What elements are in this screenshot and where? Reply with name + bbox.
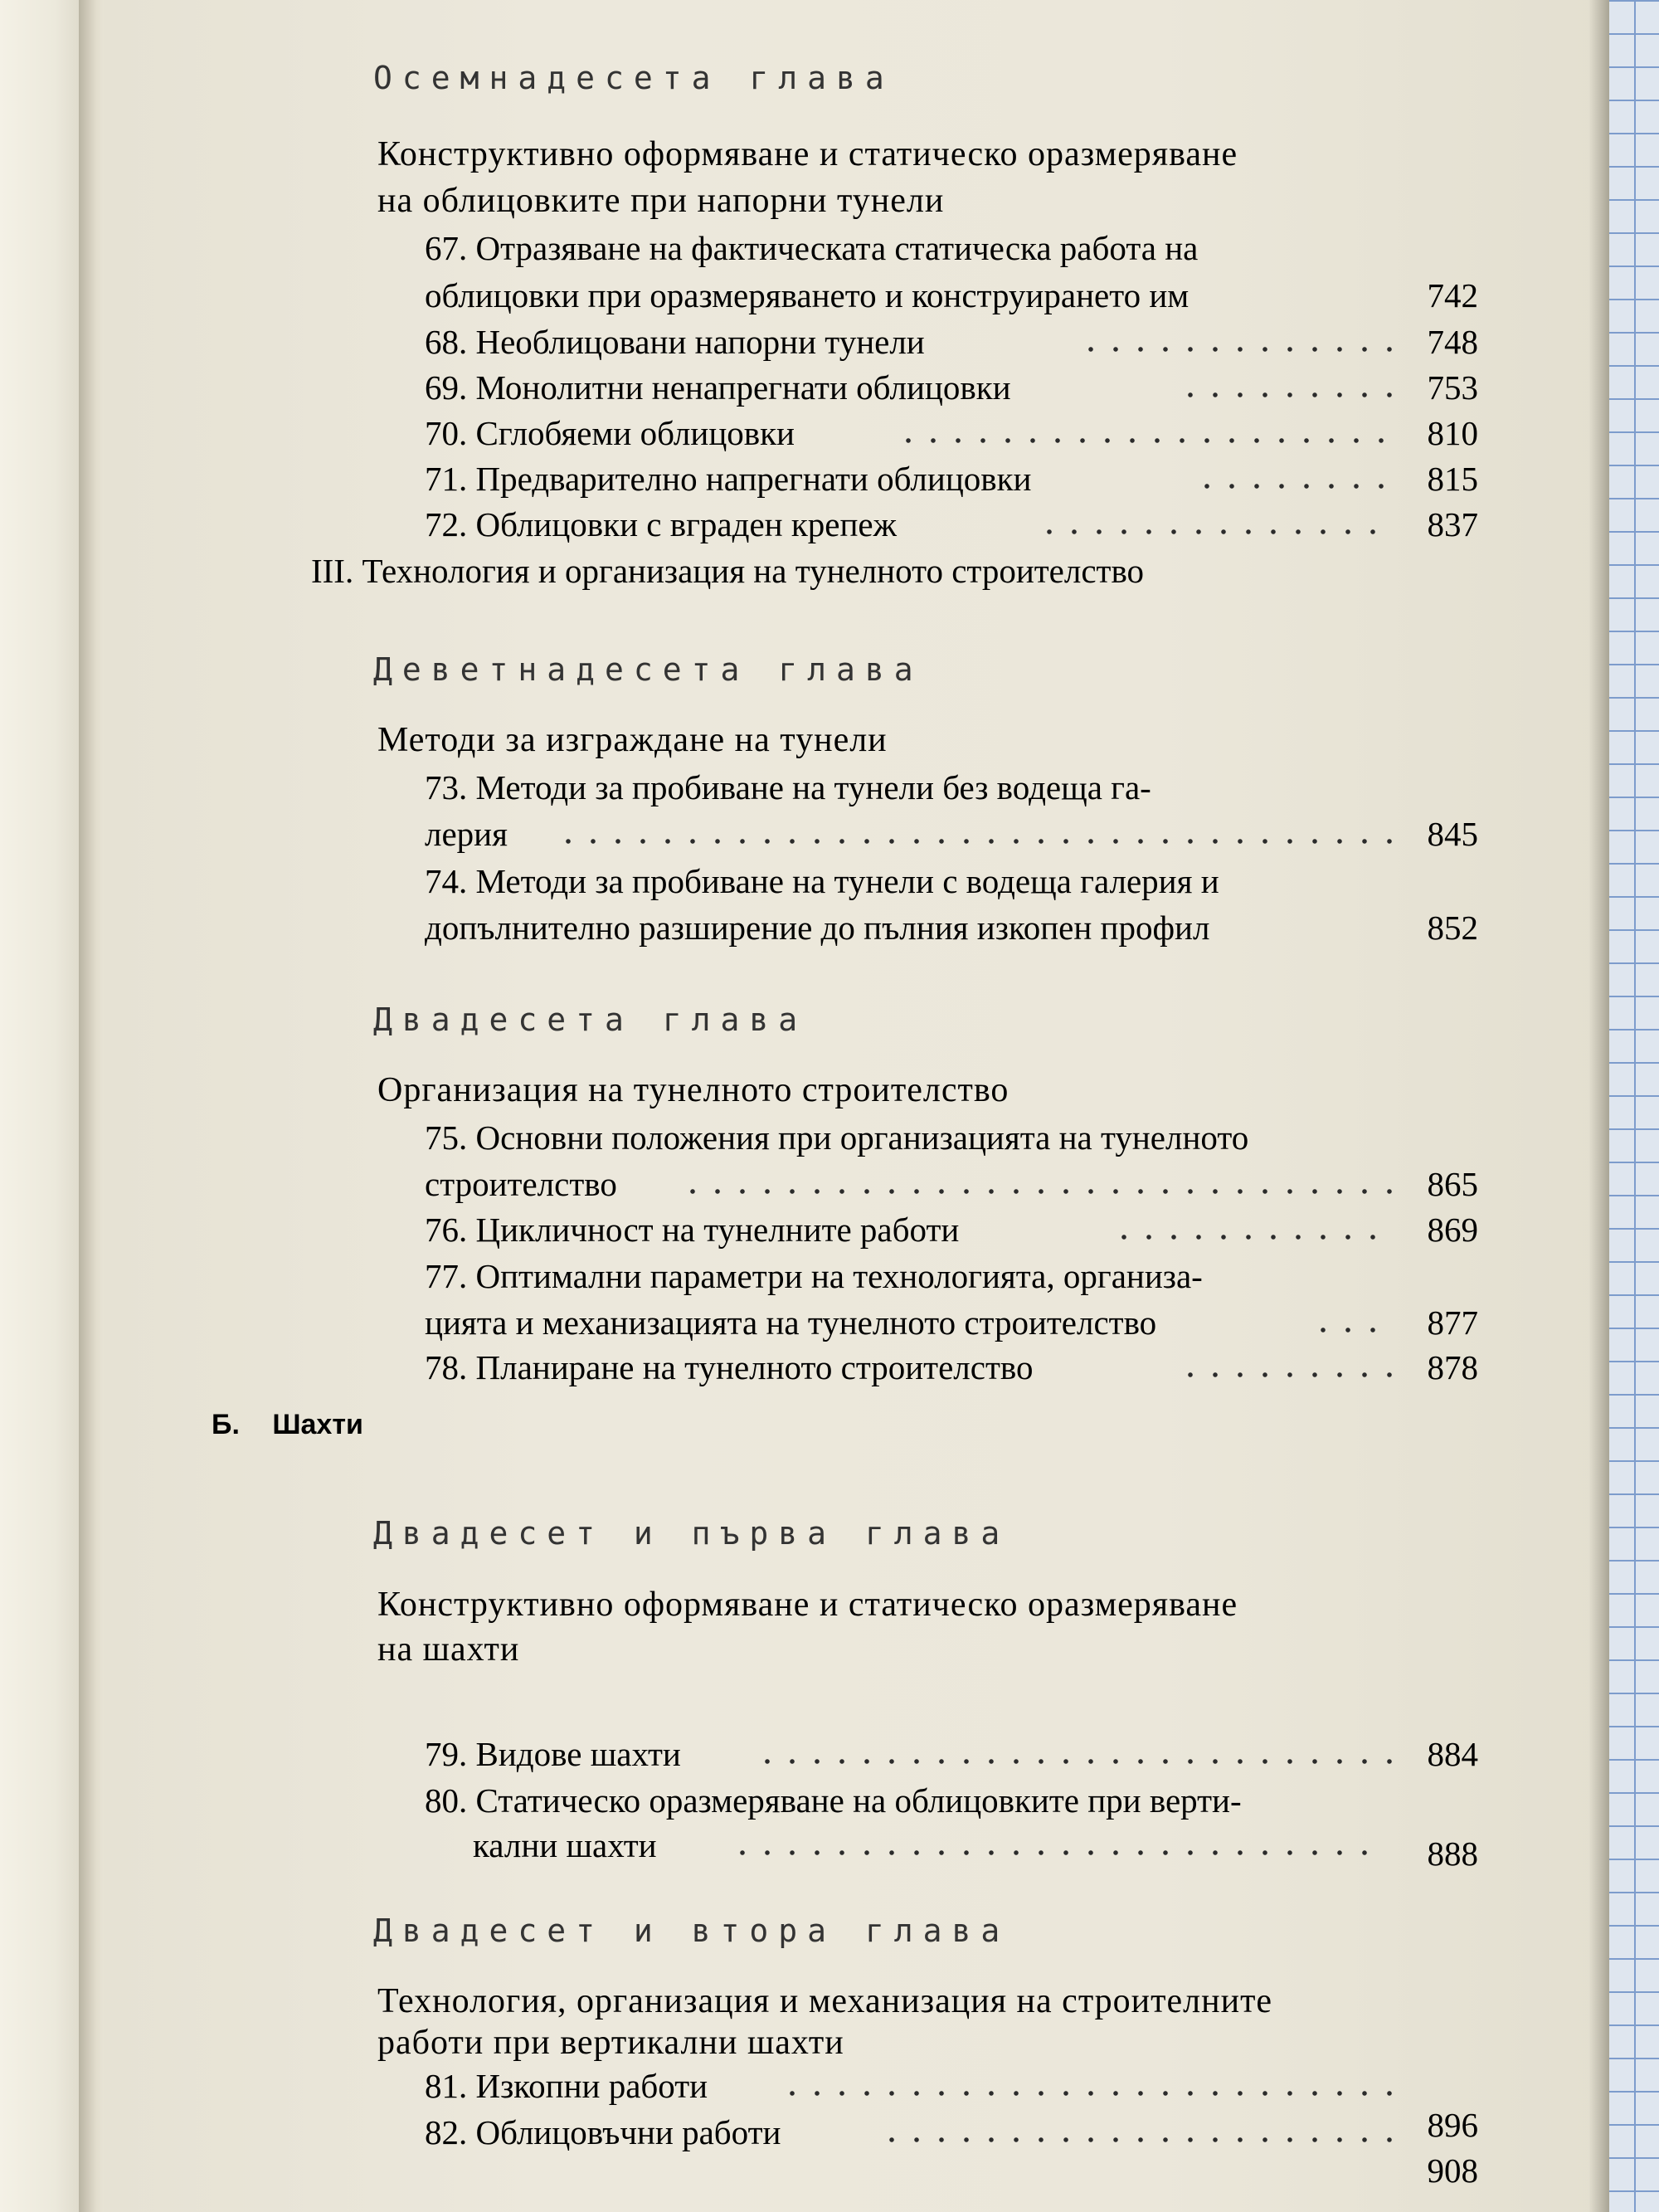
entry-number: 71. [425, 460, 468, 498]
entry-number: 79. [425, 1735, 468, 1773]
entry-number: 72. [425, 505, 468, 543]
leader-dots [780, 2091, 1394, 2096]
entry-text: Предварително напрегнати облицовки [475, 460, 1032, 498]
entry-text: Цикличност на тунелните работи [475, 1211, 960, 1249]
part-title: Технология и организация на тунелното строителство [362, 552, 1145, 590]
toc-entry-continuation: цията и механизацията на тунелното строителство [425, 1303, 1157, 1342]
leader-dots [1194, 484, 1394, 489]
chapter-heading: Двадесета глава [373, 1001, 808, 1038]
chapter-title-line: на шахти [377, 1630, 520, 1669]
toc-entry [425, 1256, 1203, 1296]
entry-text: Видове шахти [475, 1735, 681, 1773]
entry-number: 69. [425, 368, 468, 407]
entry-number: 80. [425, 1781, 468, 1820]
toc-entry-continuation: облицовки при оразмеряването и конструирането им [425, 276, 1190, 314]
leader-dots [1178, 392, 1394, 397]
toc-entry-continuation: кални шахти [473, 1826, 657, 1864]
toc-entry-continuation: допълнително разширение до пълния изкопен профил [425, 909, 1210, 947]
entry-text: Изкопни работи [475, 2067, 708, 2105]
page-number: 896 [1427, 2106, 1478, 2144]
chapter-title-line: работи при вертикални шахти [377, 2024, 844, 2062]
page-number: 888 [1427, 1834, 1478, 1873]
toc-entry [425, 413, 795, 453]
toc-entry [425, 2112, 781, 2152]
toc-entry [425, 767, 1151, 807]
facing-page-edge [0, 0, 91, 2212]
section-title: Шахти [272, 1409, 363, 1440]
leader-dots [1037, 529, 1394, 534]
entry-number: 75. [425, 1118, 468, 1157]
leader-dots [1311, 1328, 1394, 1333]
toc-entry-continuation: лерия [425, 815, 508, 853]
leader-dots [556, 839, 1394, 844]
chapter-title-line: Технология, организация и механизация на строителните [377, 1982, 1273, 2020]
page-number: 815 [1427, 460, 1478, 498]
entry-number: 73. [425, 768, 468, 806]
chapter-heading: Двадесет и първа глава [373, 1515, 1010, 1552]
entry-number: 67. [425, 229, 468, 267]
entry-text: Отразяване на фактическата статическа работа на [475, 229, 1199, 267]
chapter-title-line: Методи за изграждане на тунели [377, 721, 888, 759]
page-number: 869 [1427, 1211, 1478, 1249]
page-number: 878 [1427, 1348, 1478, 1386]
page-number: 865 [1427, 1165, 1478, 1203]
leader-dots [755, 1759, 1394, 1764]
entry-number: 70. [425, 414, 468, 452]
entry-text: Облицовъчни работи [475, 2113, 781, 2151]
leader-dots [1178, 1372, 1394, 1377]
entry-text: Методи за пробиване на тунели без водеща га- [475, 768, 1151, 806]
leader-dots [1078, 347, 1394, 352]
entry-text: Основни положения при организацията на тунелното [475, 1118, 1249, 1157]
entry-text: Облицовки с вграден крепеж [475, 505, 897, 543]
chapter-title-line: на облицовките при напорни тунели [377, 182, 945, 220]
entry-text: Оптимални параметри на технологията, организа- [475, 1257, 1203, 1295]
chapter-title-line: Конструктивно оформяване и статическо оразмеряване [377, 135, 1238, 173]
entry-number: 81. [425, 2067, 468, 2105]
toc-entry [425, 1347, 1033, 1387]
entry-text: Статическо оразмеряване на облицовките при верти- [475, 1781, 1242, 1820]
section-heading [212, 1409, 363, 1441]
toc-entry [425, 1118, 1248, 1157]
book-gutter [79, 0, 104, 2212]
page-number: 877 [1427, 1303, 1478, 1342]
toc-entry [425, 504, 897, 544]
section-letter: Б. [212, 1409, 240, 1440]
leader-dots [730, 1850, 1385, 1855]
toc-entry [425, 1210, 959, 1250]
page-edge-shadow [1588, 0, 1609, 2212]
toc-entry [425, 322, 925, 362]
leader-dots [680, 1189, 1394, 1194]
chapter-heading: Осемнадесета глава [373, 60, 894, 96]
entry-number: 82. [425, 2113, 468, 2151]
leader-dots [879, 2137, 1394, 2142]
page-number: 837 [1427, 505, 1478, 543]
page-number: 908 [1427, 2151, 1478, 2190]
entry-text: Монолитни ненапрегнати облицовки [475, 368, 1011, 407]
page-number: 748 [1427, 323, 1478, 361]
toc-entry [425, 2066, 708, 2106]
grid-paper-background [1601, 0, 1659, 2212]
entry-text: Сглобяеми облицовки [475, 414, 795, 452]
chapter-heading: Двадесет и втора глава [373, 1912, 1010, 1949]
toc-entry [425, 1781, 1242, 1820]
page-number: 884 [1427, 1735, 1478, 1773]
page-number: 845 [1427, 815, 1478, 853]
chapter-title-line: Конструктивно оформяване и статическо оразмеряване [377, 1586, 1238, 1624]
entry-text: Методи за пробиване на тунели с водеща галерия и [475, 862, 1219, 900]
toc-entry [425, 368, 1011, 407]
toc-entry [425, 1734, 681, 1774]
entry-number: 77. [425, 1257, 468, 1295]
entry-number: 78. [425, 1348, 468, 1386]
chapter-title-line: Организация на тунелното строителство [377, 1071, 1010, 1109]
toc-entry-continuation: строителство [425, 1165, 617, 1203]
entry-number: 74. [425, 862, 468, 900]
page-number: 852 [1427, 909, 1478, 947]
toc-entry [425, 228, 1198, 268]
page-number: 753 [1427, 368, 1478, 407]
leader-dots [896, 438, 1394, 443]
page-number: 742 [1427, 276, 1478, 314]
entry-text: Планиране на тунелното строителство [475, 1348, 1034, 1386]
entry-text: Необлицовани напорни тунели [475, 323, 925, 361]
toc-entry [425, 459, 1032, 499]
toc-entry [425, 861, 1219, 901]
leader-dots [1112, 1235, 1394, 1240]
chapter-heading: Деветнадесета глава [373, 651, 923, 688]
entry-number: 68. [425, 323, 468, 361]
entry-number: 76. [425, 1211, 468, 1249]
page-number: 810 [1427, 414, 1478, 452]
part-numeral: III. [311, 552, 354, 590]
part-heading [311, 551, 1144, 591]
